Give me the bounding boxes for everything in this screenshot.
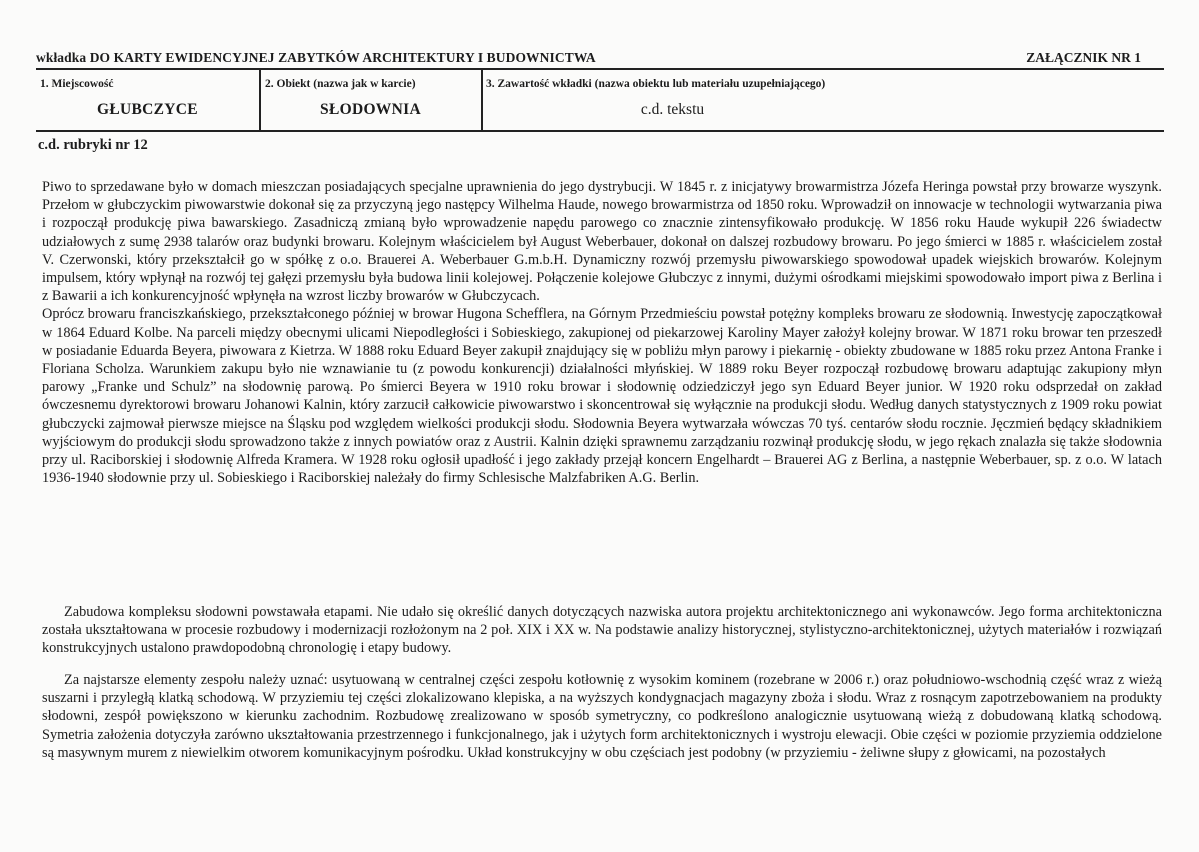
object-label: 2. Obiekt (nazwa jak w karcie): [265, 78, 416, 90]
section-heading: c.d. rubryki nr 12: [38, 137, 148, 153]
body-text-block-3: [42, 671, 1162, 762]
paragraph: Zabudowa kompleksu słodowni powstawała etapami. Nie udało się określić danych dotyczących nazwiska autora projektu architektonicznego ani wykonawców. Jego forma architektoniczna została ukształtowana w procesie rozbudowy i modernizacji rozłożonym na 2 poł. XIX i XX w. Na podstawie analizy historycznej, stylistyczno-architektonicznej, użytych materiałów i rozwiązań konstrukcyjnych ustalono prawdopodobną chronologię i etapy budowy.: [42, 604, 1162, 657]
header-top-rule: [36, 68, 1164, 70]
paragraph: Za najstarsze elementy zespołu należy uznać: usytuowaną w centralnej części zespołu kotłownię z wysokim kominem (rozebrane w 2006 r.) oraz południowo-wschodnią część wraz z wieżą suszarni i przyległą klatką schodową. W przyziemiu tej części zlokalizowano klepiska, a na wyższych kondygnacjach magazyny zboża i słodu. Wraz z rosnącym zapotrzebowaniem na produkty słodowni, zespół powiększono w kierunku zachodnim. Rozbudowę zrealizowano w sposób symetryczny, co podkreślono analogicznie usytuowaną wieżą z dobudowaną klatką schodową. Symetria założenia dotyczyła zarówno ukształtowania przestrzennego i funkcjonalnego, jak i użytych form architektonicznych i wystroju elewacji. Obie części w poziomie przyziemia oddzielone są masywnym murem z niewielkim otworem komunikacyjnym pośrodku. Układ konstrukcyjny w obu częściach jest podobny (w przyziemiu - żeliwne słupy z głowicami, na pozostałych: [42, 672, 1162, 761]
paragraph: Oprócz browaru franciszkańskiego, przekształconego później w browar Hugona Schefflera, na Górnym Przedmieściu powstał potężny kompleks browaru ze słodownią. Inwestycję zapoczątkował w 1864 Eduard Kolbe. Na parceli między obecnymi ulicami Niepodległości i Sobieskiego, zakupionej od piekarzowej Karoliny Mayer założył kolejny browar. W 1871 roku browar ten przeszedł w posiadanie Eduarda Beyera, piwowara z Kietrza. W 1888 roku Eduard Beyer zakupił znajdujący się w pobliżu młyn parowy i piekarnię - obiekty zbudowane w 1885 roku przez Antona Franke i Floriana Scholza. Warunkiem zakupu było nie wznawianie tu (z powodu konkurencji) działalności młyńskiej. W 1889 roku Beyer rozpoczął rozbudowę browaru adaptując zakupiony młyn parowy „Franke und Schulz” na słodownię parową. Po śmierci Beyera w 1910 roku browar i słodownię odziedziczył jego syn Eduard Beyer junior. W 1920 roku odsprzedał on zakład ówczesnemu dyrektorowi browaru Johanowi Kalnin, który zarzucił całkowicie piwowarstwo i skoncentrował się wyłącznie na produkcji słodu. Według danych statystycznych z 1909 roku powiat głubczycki zajmował pierwsze miejsce na Śląsku pod względem wielkości produkcji słodu. Słodownia Beyera wytwarzała wówczas 70 tyś. centarów słodu rocznie. Jęczmień będący składnikiem wyjściowym do produkcji słodu sprowadzono także z innych powiatów oraz z Austrii. Kalnin dzięki sprawnemu zarządzaniu rozwinął produkcję słodu, w jego rękach znalazła się także słodownia przy ul. Raciborskiej i słodownię Alfreda Kramera. W 1928 roku ogłosił upadłość i jego zakłady przejął koncern Engelhardt – Brauerei AG z Berlina, a następnie Weberbauer, sp. z o.o. W latach 1936-1940 słodownie przy ul. Sobieskiego i Raciborskiej należały do firmy Schlesische Malzfabriken A.G. Berlin.: [42, 306, 1162, 487]
content-value: c.d. tekstu: [640, 101, 705, 118]
header-bottom-rule: [36, 130, 1164, 132]
content-label: 3. Zawartość wkładki (nazwa obiektu lub materiału uzupełniającego): [486, 78, 826, 90]
locality-label: 1. Miejscowość: [40, 78, 114, 90]
body-text-block-2: [42, 603, 1162, 658]
cell-divider-2: [481, 69, 483, 131]
locality-value: GŁUBCZYCE: [97, 101, 198, 118]
form-title: wkładka DO KARTY EWIDENCYJNEJ ZABYTKÓW ARCHITEKTURY I BUDOWNICTWA: [36, 50, 596, 65]
annex-label: ZAŁĄCZNIK NR 1: [1026, 50, 1141, 65]
paragraph: Piwo to sprzedawane było w domach mieszczan posiadających specjalne uprawnienia do jego dystrybucji. W 1845 r. z inicjatywy browarmistrza Józefa Heringa powstał przy browarze wyszynk. Przełom w głubczyckim piwowarstwie dokonał się za przyczyną jego następcy Wilhelma Haude, nowego browarmistrza od 1850 roku. Wprowadził on innowacje w technologii wytwarzania piwa i rozpoczął produkcję piwa bawarskiego. Zasadniczą zmianą było wprowadzenie napędu parowego co znacznie zintensyfikowało produkcję. W 1856 roku Haude wykupił 226 świadectw udziałowych z sumę 2938 talarów oraz budynki browaru. Kolejnym właścicielem był August Weberbauer, dokonał on dalszej rozbudowy browaru. Po jego śmierci w 1885 r. właścicielem został V. Czerwonski, który przekształcił go w spółkę z o.o. Brauerei A. Weberbauer G.m.b.H. Dynamiczny rozwój przemysłu piwowarskiego spowodował upadek wiejskich browarów. Kolejnym impulsem, który wpłynął na rozwój tej gałęzi przemysłu była budowa linii kolejowej. Połączenie kolejowe Głubczyc z innymi, dużymi ośrodkami miejskimi spowodowało import piwa z Berlina i z Bawarii a ich konkurencyjność wpłynęła na wzrost liczby browarów w Głubczycach.: [42, 179, 1162, 305]
body-text-block-1: [42, 178, 1162, 487]
cell-divider-1: [259, 69, 261, 131]
object-value: SŁODOWNIA: [320, 101, 421, 118]
